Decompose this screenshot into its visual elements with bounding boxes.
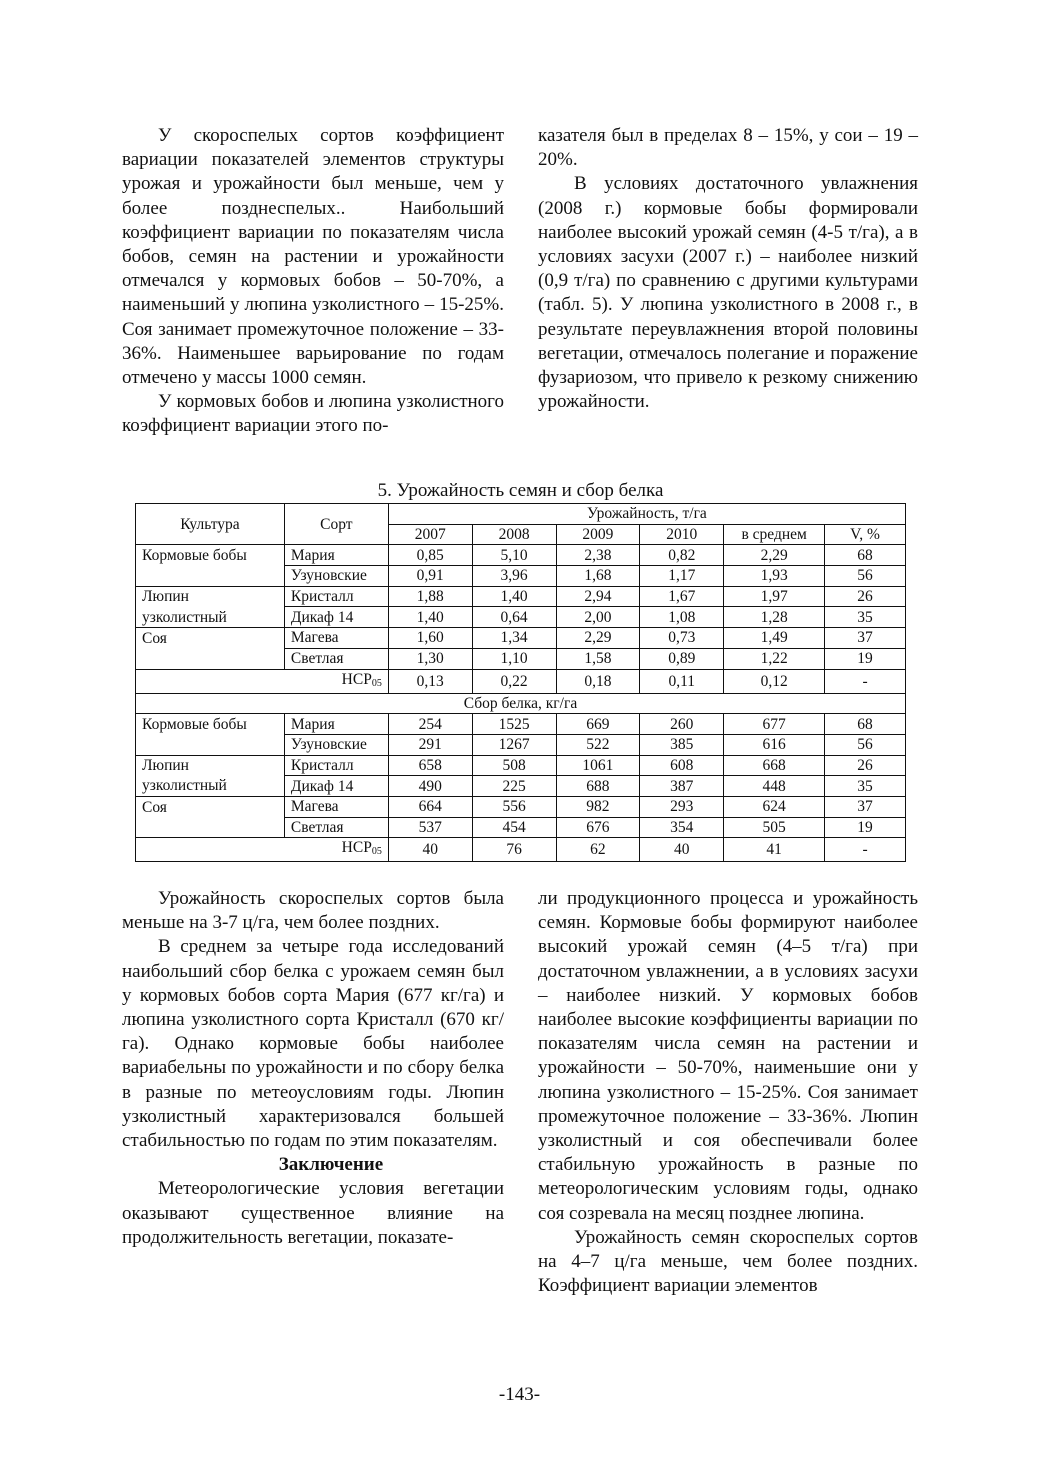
header-year: 2010: [640, 524, 724, 545]
variation-cell: 19: [825, 817, 906, 838]
top-right-column: [538, 124, 918, 414]
table-caption: 5. Урожайность семян и сбор белка: [377, 480, 664, 501]
variety-cell: Магева: [284, 628, 388, 649]
crop-cell: Люпин: [136, 755, 285, 776]
year-value-cell: 2,29: [556, 628, 640, 649]
year-value-cell: 522: [556, 734, 640, 755]
header-variation: V, %: [825, 524, 906, 545]
lsd-label: НСР: [341, 670, 372, 688]
variety-cell: Мария: [284, 545, 388, 566]
year-value-cell: 387: [640, 776, 724, 797]
average-cell: 1,97: [724, 586, 825, 607]
year-value-cell: 0,82: [640, 545, 724, 566]
variety-cell: Магева: [284, 796, 388, 817]
paragraph: В условиях достаточного увлажнения (2008 г.) кормовые бобы формировали наиболее высокий урожай семян (4-5 т/га), а в условиях засухи (2007 г.) – наиболее низкий (0,9 т/га) по сравнению с другими культурами (табл. 5). У люпина узколистного в 2008 г., в результате переувлажнения второй половины вегетации, отмечалось полегание и поражение фузариозом, что привело к резкому снижению урожайности.: [538, 173, 918, 413]
year-value-cell: 2,38: [556, 545, 640, 566]
lsd-label: НСР: [341, 839, 372, 857]
crop-cell: [136, 566, 285, 587]
lsd-subscript: 05: [371, 846, 382, 858]
table-row: [136, 817, 906, 838]
header-variety: Сорт: [284, 504, 388, 545]
year-value-cell: 454: [472, 817, 556, 838]
year-value-cell: 1,68: [556, 566, 640, 587]
year-value-cell: 608: [640, 755, 724, 776]
year-value-cell: 982: [556, 796, 640, 817]
table-row: [136, 545, 906, 566]
year-value-cell: 5,10: [472, 545, 556, 566]
crop-cell: [136, 817, 285, 838]
year-value-cell: 688: [556, 776, 640, 797]
lsd-subscript: 05: [371, 677, 382, 689]
year-value-cell: 1,40: [472, 586, 556, 607]
variation-cell: 68: [825, 545, 906, 566]
lsd-value-cell: 40: [640, 838, 724, 862]
average-cell: 1,28: [724, 607, 825, 628]
variation-cell: 35: [825, 776, 906, 797]
bottom-right-column: [538, 887, 918, 1298]
table-header-row: [136, 504, 906, 525]
variation-cell: 56: [825, 734, 906, 755]
variation-cell: 26: [825, 755, 906, 776]
year-value-cell: 1,58: [556, 648, 640, 669]
year-value-cell: 2,00: [556, 607, 640, 628]
year-value-cell: 664: [388, 796, 472, 817]
table-row: [136, 566, 906, 587]
year-value-cell: 2,94: [556, 586, 640, 607]
year-value-cell: 1,67: [640, 586, 724, 607]
lsd-value-cell: 0,18: [556, 669, 640, 693]
year-value-cell: 3,96: [472, 566, 556, 587]
variation-cell: 37: [825, 796, 906, 817]
section-heading: Заключение: [278, 1154, 384, 1176]
year-value-cell: 556: [472, 796, 556, 817]
year-value-cell: 1267: [472, 734, 556, 755]
table-row: [136, 734, 906, 755]
table-row: [136, 796, 906, 817]
lsd-label-cell: [136, 669, 389, 693]
year-value-cell: 676: [556, 817, 640, 838]
crop-cell: [136, 734, 285, 755]
lsd-row: [136, 838, 906, 862]
paragraph: У скороспелых сортов коэффициент вариации показателей элементов структуры урожая и урожайности был меньше, чем у более позднеспелых.. Наибольший коэффициент вариации по показателям числа бобов, семян на растении и урожайности отмечался у кормовых бобов – 50-70%, а наименьший у люпина узколистного – 15-25%. Соя занимает промежуточное положение – 33-36%. Наименьшее варьирование по годам отмечено у массы 1000 семян.: [122, 125, 504, 389]
year-value-cell: 490: [388, 776, 472, 797]
average-cell: 1,49: [724, 628, 825, 649]
average-cell: 2,29: [724, 545, 825, 566]
year-value-cell: 0,64: [472, 607, 556, 628]
protein-section-row: [136, 693, 906, 714]
table-row: [136, 776, 906, 797]
year-value-cell: 658: [388, 755, 472, 776]
lsd-label-cell: [136, 838, 389, 862]
year-value-cell: 1,10: [472, 648, 556, 669]
crop-cell: Люпин: [136, 586, 285, 607]
header-year: 2007: [388, 524, 472, 545]
variety-cell: Узуновские: [284, 566, 388, 587]
crop-cell: узколистный: [136, 607, 285, 628]
year-value-cell: 1,60: [388, 628, 472, 649]
variation-cell: 26: [825, 586, 906, 607]
variety-cell: Кристалл: [284, 755, 388, 776]
header-average: в среднем: [724, 524, 825, 545]
lsd-value-cell: 76: [472, 838, 556, 862]
variety-cell: Светлая: [284, 648, 388, 669]
year-value-cell: 291: [388, 734, 472, 755]
year-value-cell: 354: [640, 817, 724, 838]
year-value-cell: 1,30: [388, 648, 472, 669]
lsd-value-cell: 0,13: [388, 669, 472, 693]
header-year: 2009: [556, 524, 640, 545]
year-value-cell: 1,17: [640, 566, 724, 587]
average-cell: 1,93: [724, 566, 825, 587]
paragraph: казателя был в пределах 8 – 15%, у сои – 19 – 20%.: [538, 125, 918, 171]
paragraph: Урожайность скороспелых сортов была меньше на 3-7 ц/га, чем более поздних.: [122, 888, 504, 934]
year-value-cell: 293: [640, 796, 724, 817]
variation-cell: 35: [825, 607, 906, 628]
protein-section-header: Сбор белка, кг/га: [136, 693, 906, 714]
bottom-left-column: [122, 887, 504, 1250]
year-value-cell: 260: [640, 714, 724, 735]
year-value-cell: 537: [388, 817, 472, 838]
year-value-cell: 385: [640, 734, 724, 755]
year-value-cell: 254: [388, 714, 472, 735]
table-row: [136, 586, 906, 607]
crop-cell: Кормовые бобы: [136, 545, 285, 566]
variation-cell: 37: [825, 628, 906, 649]
year-value-cell: 508: [472, 755, 556, 776]
year-value-cell: 0,85: [388, 545, 472, 566]
variety-cell: Кристалл: [284, 586, 388, 607]
table-row: [136, 755, 906, 776]
lsd-value-cell: -: [825, 838, 906, 862]
lsd-row: [136, 669, 906, 693]
variety-cell: Узуновские: [284, 734, 388, 755]
lsd-value-cell: 0,22: [472, 669, 556, 693]
average-cell: 1,22: [724, 648, 825, 669]
table-row: [136, 628, 906, 649]
year-value-cell: 1,88: [388, 586, 472, 607]
variation-cell: 19: [825, 648, 906, 669]
paragraph: У кормовых бобов и люпина узколистного коэффициент вариации этого по-: [122, 391, 504, 437]
header-yield-group: Урожайность, т/га: [388, 504, 905, 525]
crop-cell: Соя: [136, 796, 285, 817]
lsd-value-cell: 40: [388, 838, 472, 862]
year-value-cell: 1525: [472, 714, 556, 735]
lsd-value-cell: 0,11: [640, 669, 724, 693]
variety-cell: Светлая: [284, 817, 388, 838]
page-number: -143-: [498, 1384, 541, 1405]
table-row: [136, 714, 906, 735]
table-row: [136, 648, 906, 669]
top-left-column: [122, 124, 504, 439]
variety-cell: Дикаф 14: [284, 607, 388, 628]
paragraph: В среднем за четыре года исследований наибольший сбор белка с урожаем семян был у кормовых бобов сорта Мария (677 кг/га) и люпина узколистного сорта Кристалл (670 кг/га). Однако кормовые бобы наиболее вариабельны по урожайности и по сбору белка в разные по метеоусловиям годы. Люпин узколистный характеризовался большей стабильностью по годам по этим показателям.: [122, 936, 504, 1152]
variation-cell: 56: [825, 566, 906, 587]
lsd-value-cell: -: [825, 669, 906, 693]
average-cell: 505: [724, 817, 825, 838]
paragraph: Урожайность семян скороспелых сортов на 4–7 ц/га меньше, чем более поздних. Коэффициент вариации элементов: [538, 1226, 918, 1297]
table-row: [136, 607, 906, 628]
lsd-value-cell: 0,12: [724, 669, 825, 693]
year-value-cell: 0,91: [388, 566, 472, 587]
crop-cell: [136, 648, 285, 669]
average-cell: 448: [724, 776, 825, 797]
year-value-cell: 1061: [556, 755, 640, 776]
header-year: 2008: [472, 524, 556, 545]
year-value-cell: 0,89: [640, 648, 724, 669]
average-cell: 616: [724, 734, 825, 755]
yield-table: [135, 503, 906, 862]
paragraph: Метеорологические условия вегетации оказывают существенное влияние на продолжительность вегетации, показате-: [122, 1178, 504, 1248]
crop-cell: Кормовые бобы: [136, 714, 285, 735]
paragraph: ли продукционного процесса и урожайность семян. Кормовые бобы формируют наиболее высокий урожай семян (4–5 т/га) при достаточном увлажнении, а в условиях засухи – наиболее низкий. У кормовых бобов наиболее высокие коэффициенты вариации по показателям числа семян на растении и урожайности – 50-70%, наименьшие они у люпина узколистного – 15-25%. Соя занимает промежуточное положение – 33-36%. Люпин узколистный и соя обеспечивали более стабильную урожайность в разные по метеорологическим условиям годы, однако соя созревала на месяц позднее люпина.: [538, 888, 918, 1224]
variation-cell: 68: [825, 714, 906, 735]
year-value-cell: 0,73: [640, 628, 724, 649]
lsd-value-cell: 62: [556, 838, 640, 862]
variety-cell: Дикаф 14: [284, 776, 388, 797]
crop-cell: узколистный: [136, 776, 285, 797]
year-value-cell: 1,40: [388, 607, 472, 628]
crop-cell: Соя: [136, 628, 285, 649]
average-cell: 677: [724, 714, 825, 735]
variety-cell: Мария: [284, 714, 388, 735]
year-value-cell: 1,08: [640, 607, 724, 628]
year-value-cell: 1,34: [472, 628, 556, 649]
header-crop: Культура: [136, 504, 285, 545]
average-cell: 668: [724, 755, 825, 776]
average-cell: 624: [724, 796, 825, 817]
table-body: [136, 504, 906, 862]
year-value-cell: 225: [472, 776, 556, 797]
lsd-value-cell: 41: [724, 838, 825, 862]
year-value-cell: 669: [556, 714, 640, 735]
